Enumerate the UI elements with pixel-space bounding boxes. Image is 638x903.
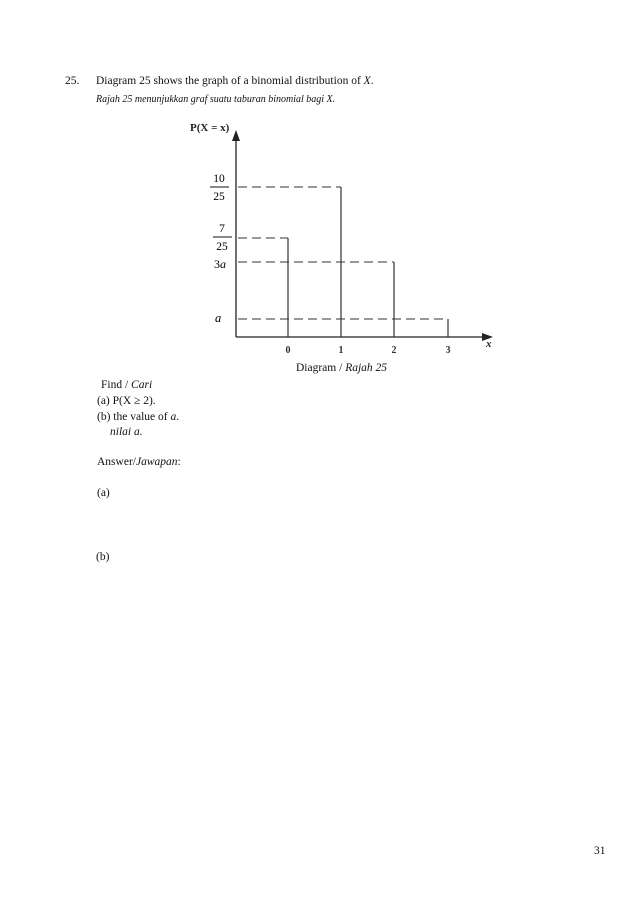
part-b-question bbox=[97, 411, 179, 423]
find-instruction bbox=[101, 379, 152, 391]
answer-malay: Jawapan bbox=[135, 456, 178, 468]
y-tick-label: a bbox=[215, 311, 222, 325]
answer-part-b: (b) bbox=[96, 551, 110, 563]
answer-colon: : bbox=[177, 456, 181, 468]
y-axis-label: P(X = x) bbox=[190, 122, 230, 134]
find-malay: Cari bbox=[131, 379, 153, 391]
question-variable: X bbox=[363, 75, 371, 87]
y-axis-arrow bbox=[232, 130, 240, 141]
part-b-end: . bbox=[176, 411, 180, 423]
question-text-part: Diagram 25 shows the graph of a binomial distribution of bbox=[96, 75, 364, 87]
x-tick-label: 1 bbox=[338, 345, 344, 356]
y-tick-numerator: 7 bbox=[219, 223, 225, 235]
find-english: Find / bbox=[101, 379, 132, 391]
part-b-malay: nilai a. bbox=[110, 426, 143, 438]
y-tick-denominator: 25 bbox=[216, 241, 228, 253]
caption-malay: Rajah 25 bbox=[345, 362, 388, 374]
answer-label bbox=[97, 456, 181, 468]
question-number: 25. bbox=[65, 75, 80, 87]
question-text-end: . bbox=[370, 75, 374, 87]
page-number: 31 bbox=[594, 845, 606, 857]
x-axis-label: x bbox=[486, 338, 492, 350]
answer-english: Answer/ bbox=[97, 456, 136, 468]
y-tick-numerator: 10 bbox=[213, 173, 225, 185]
part-b-label: (b) the value of bbox=[97, 411, 171, 423]
part-a-question bbox=[97, 395, 156, 407]
part-a-label: (a) bbox=[97, 395, 113, 407]
x-tick-label: 3 bbox=[445, 345, 451, 356]
diagram-caption bbox=[296, 362, 387, 374]
part-a-text: P(X ≥ 2). bbox=[112, 395, 156, 407]
question-text-malay: Rajah 25 menunjukkan graf suatu taburan binomial bagi X. bbox=[96, 94, 336, 105]
caption-english: Diagram / bbox=[296, 362, 346, 374]
part-b-variable: a bbox=[170, 411, 177, 423]
answer-part-a: (a) bbox=[97, 487, 110, 499]
y-tick-label: 3a bbox=[214, 257, 226, 271]
x-tick-label: 2 bbox=[391, 345, 397, 356]
x-tick-label: 0 bbox=[285, 345, 291, 356]
y-tick-denominator: 25 bbox=[213, 191, 225, 203]
